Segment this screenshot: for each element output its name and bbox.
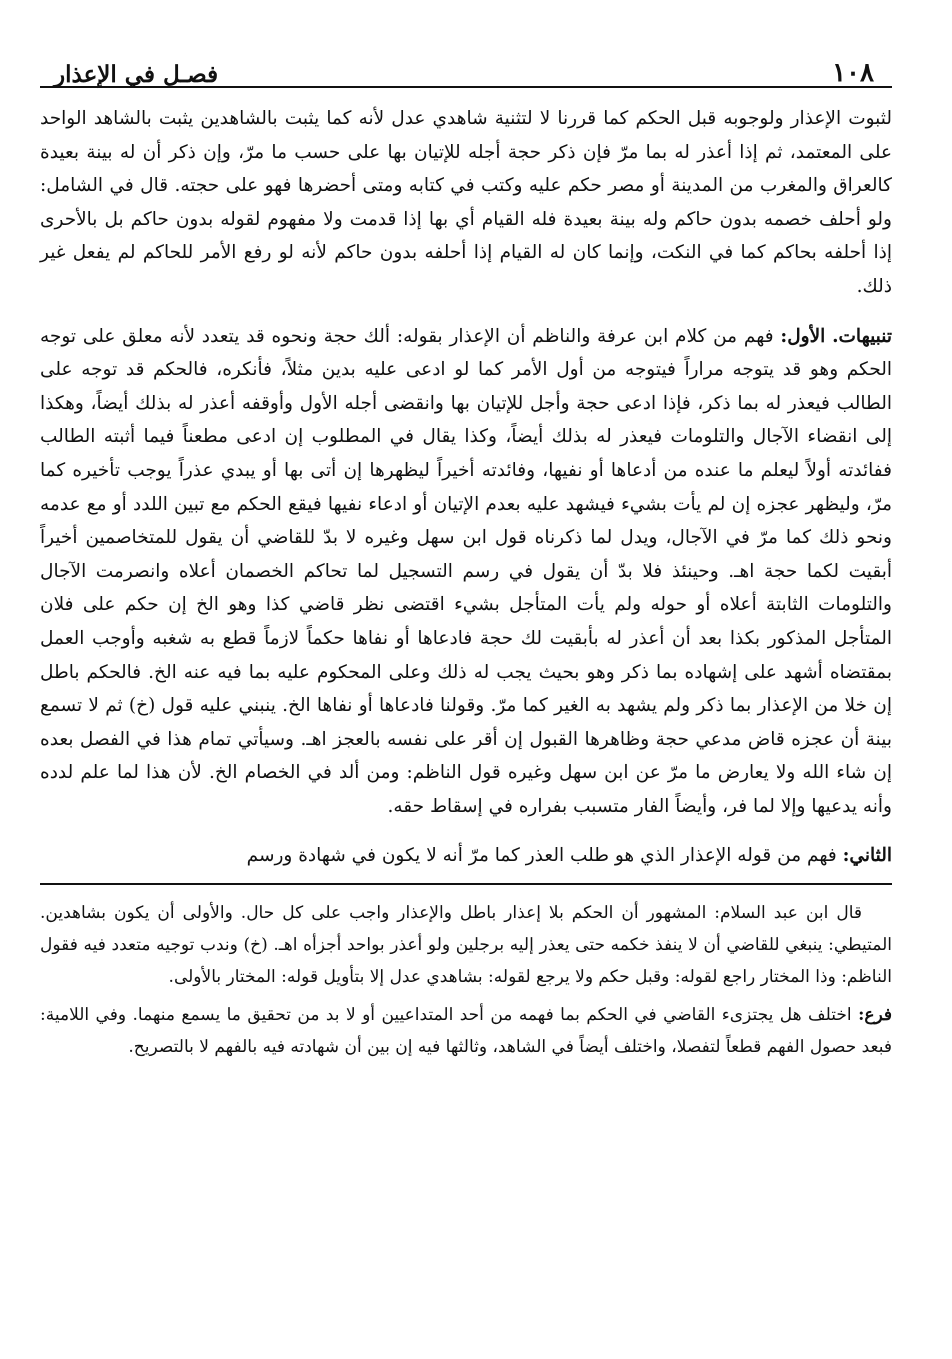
first-note-heading: الأول: xyxy=(780,325,826,347)
footnote-divider xyxy=(40,883,892,885)
paragraph-first-note xyxy=(40,320,892,824)
chapter-title: فصـل في الإعذار xyxy=(54,61,219,88)
footnote-1-text: قال ابن عبد السلام: المشهور أن الحكم بلا إعذار باطل والإعذار واجب على كل حال. والأولى أن يكون بشاهدين. المتيطي: ينبغي للقاضي أن لا ينفذ خكمه حتى يعذر إليه برجلين ولو أعذر بواحد أجزأه اهـ. (خ) وندب توجيه متعدد فيه فقول الناظم: وذا المختار راجع لقوله: وقبل حكم ولا يرجع لقوله: بشاهدي عدل إلا بتأويل قوله: المختار بالأولى. xyxy=(40,903,892,988)
page-number: ١٠٨ xyxy=(832,58,874,88)
far-heading: فرع: xyxy=(858,1005,892,1026)
footnotes xyxy=(40,897,892,1063)
paragraph-intro xyxy=(40,102,892,304)
paragraph-second-note xyxy=(40,839,892,873)
second-note-text: فهم من قوله الإعذار الذي هو طلب العذر كما مرّ أنه لا يكون في شهادة ورسم xyxy=(246,845,837,867)
tanbihat-heading: تنبيهات. xyxy=(832,325,892,347)
footnote-2 xyxy=(40,999,892,1063)
second-note-heading: الثاني: xyxy=(842,845,892,867)
book-page xyxy=(40,38,892,1338)
paragraph-intro-text: لثبوت الإعذار ولوجوبه قبل الحكم كما قررنا لا لتثنية شاهدي عدل لأنه كما يثبت بالشاهدين يثبت بالشاهد الواحد على المعتمد، ثم إذا أعذر له بما مرّ فإن ذكر حجة أجله للإتيان بها على حسب ما مرّ، وإن ذكر أن له بينة بعيدة كالعراق والمغرب من المدينة أو مصر حكم عليه وكتب في كتابه ومتى أحضرها فهو على حجته. قال في الشامل: ولو أحلف خصمه بدون حاكم وله بينة بعيدة فله القيام أي بها إذا قدمت ولا مفهوم لقوله بدون حاكم بل بالأحرى إذا أحلفه بحاكم كما في النكت، وإنما كان له القيام إذا أحلفه بدون حاكم لأنه لو رفع الأمر للحاكم لم يفعل غير ذلك. xyxy=(40,108,892,297)
page-header xyxy=(40,38,892,88)
footnote-2-text: اختلف هل يجتزىء القاضي في الحكم بما فهمه من أحد المتداعيين أو لا بد من تحقيق ما يسمع منهما. وفي اللامية: فبعد حصول الفهم قطعاً لتفصلا، واختلف أيضاً في الشاهد، وثالثها فيه إن بين أن شهادته فيه بالفهم لا بالتصريح. xyxy=(40,1005,892,1058)
main-text xyxy=(40,102,892,873)
footnote-1 xyxy=(40,897,892,993)
first-note-text: فهم من كلام ابن عرفة والناظم أن الإعذار بقوله: ألك حجة ونحوه قد يتعدد لأنه معلق على توجه الحكم وهو قد يتوجه مراراً فيتوجه من أول الأمر كما لو ادعى عليه بدين مثلاً، فأنكره، فالحكم قد توجه على الطالب فيعذر له بما ذكر، فإذا ادعى حجة وأجل للإتيان بها وانقضى أجله الأول وأوقفه أعذر له بذلك أيضاً، وهكذا إلى انقضاء الآجال والتلومات فيعذر له بذلك أيضاً، وكذا يقال في المطلوب إن ادعى مطعناً فيما أثبته الطالب ففائدته أولاً ليعلم ما عنده من أدعاها أو نفيها، وفائدته أخيراً ليظهرها إن أتى بها أو يبدي عذراً يوجب تأخيره كما مرّ، وليظهر عجزه إن لم يأت بشيء فيشهد عليه بعدم الإتيان أو ادعاء نفيها فيقع الحكم مع تبين اللدد أو مع عدمه ونحو ذلك كما مرّ في الآجال، ويدل لما ذكرناه قول ابن سهل وغيره لا بدّ للقاضي أن يقول للمتخاصمين أخيراً أبقيت لكما حجة اهـ. وحينئذ فلا بدّ أن يقول في رسم التسجيل لما تحاكم الخصمان أعلاه وانصرمت الآجال والتلومات الثابتة أعلاه أو حوله ولم يأت المتأجل بشيء اقتضى نظر قاضي كذا وهو الخ إن حكم على فلان المتأجل المذكور بكذا بعد أن أعذر له بأبقيت لك حجة فادعاها أو نفاها حكماً لازماً قطع به شغبه وأوجب العمل بمقتضاه أشهد على إشهاده بما ذكر وهو بحيث يجب له ذلك وعلى المحكوم عليه بما فيه عنه الخ. فالحكم باطل إن خلا من الإعذار بما ذكر ولم يشهد به الغير كما مرّ. وقولنا فادعاها أو نفاها الخ. ينبني عليه قول (خ) ثم لا تسمع بينة أن عجزه قاض مدعي حجة وظاهرها القبول إن أقر على نفسه بالعجز اهـ. وسيأتي تمام هذا في الفصل بعده إن شاء الله ولا يعارض ما مرّ عن ابن سهل وغيره قول الناظم: ومن ألد في الخصام الخ. لأن هذا لما علم لدده وأنه يدعيها وإلا لما فر، وأيضاً الفار متسبب بفراره في إسقاط حقه. xyxy=(40,325,892,817)
